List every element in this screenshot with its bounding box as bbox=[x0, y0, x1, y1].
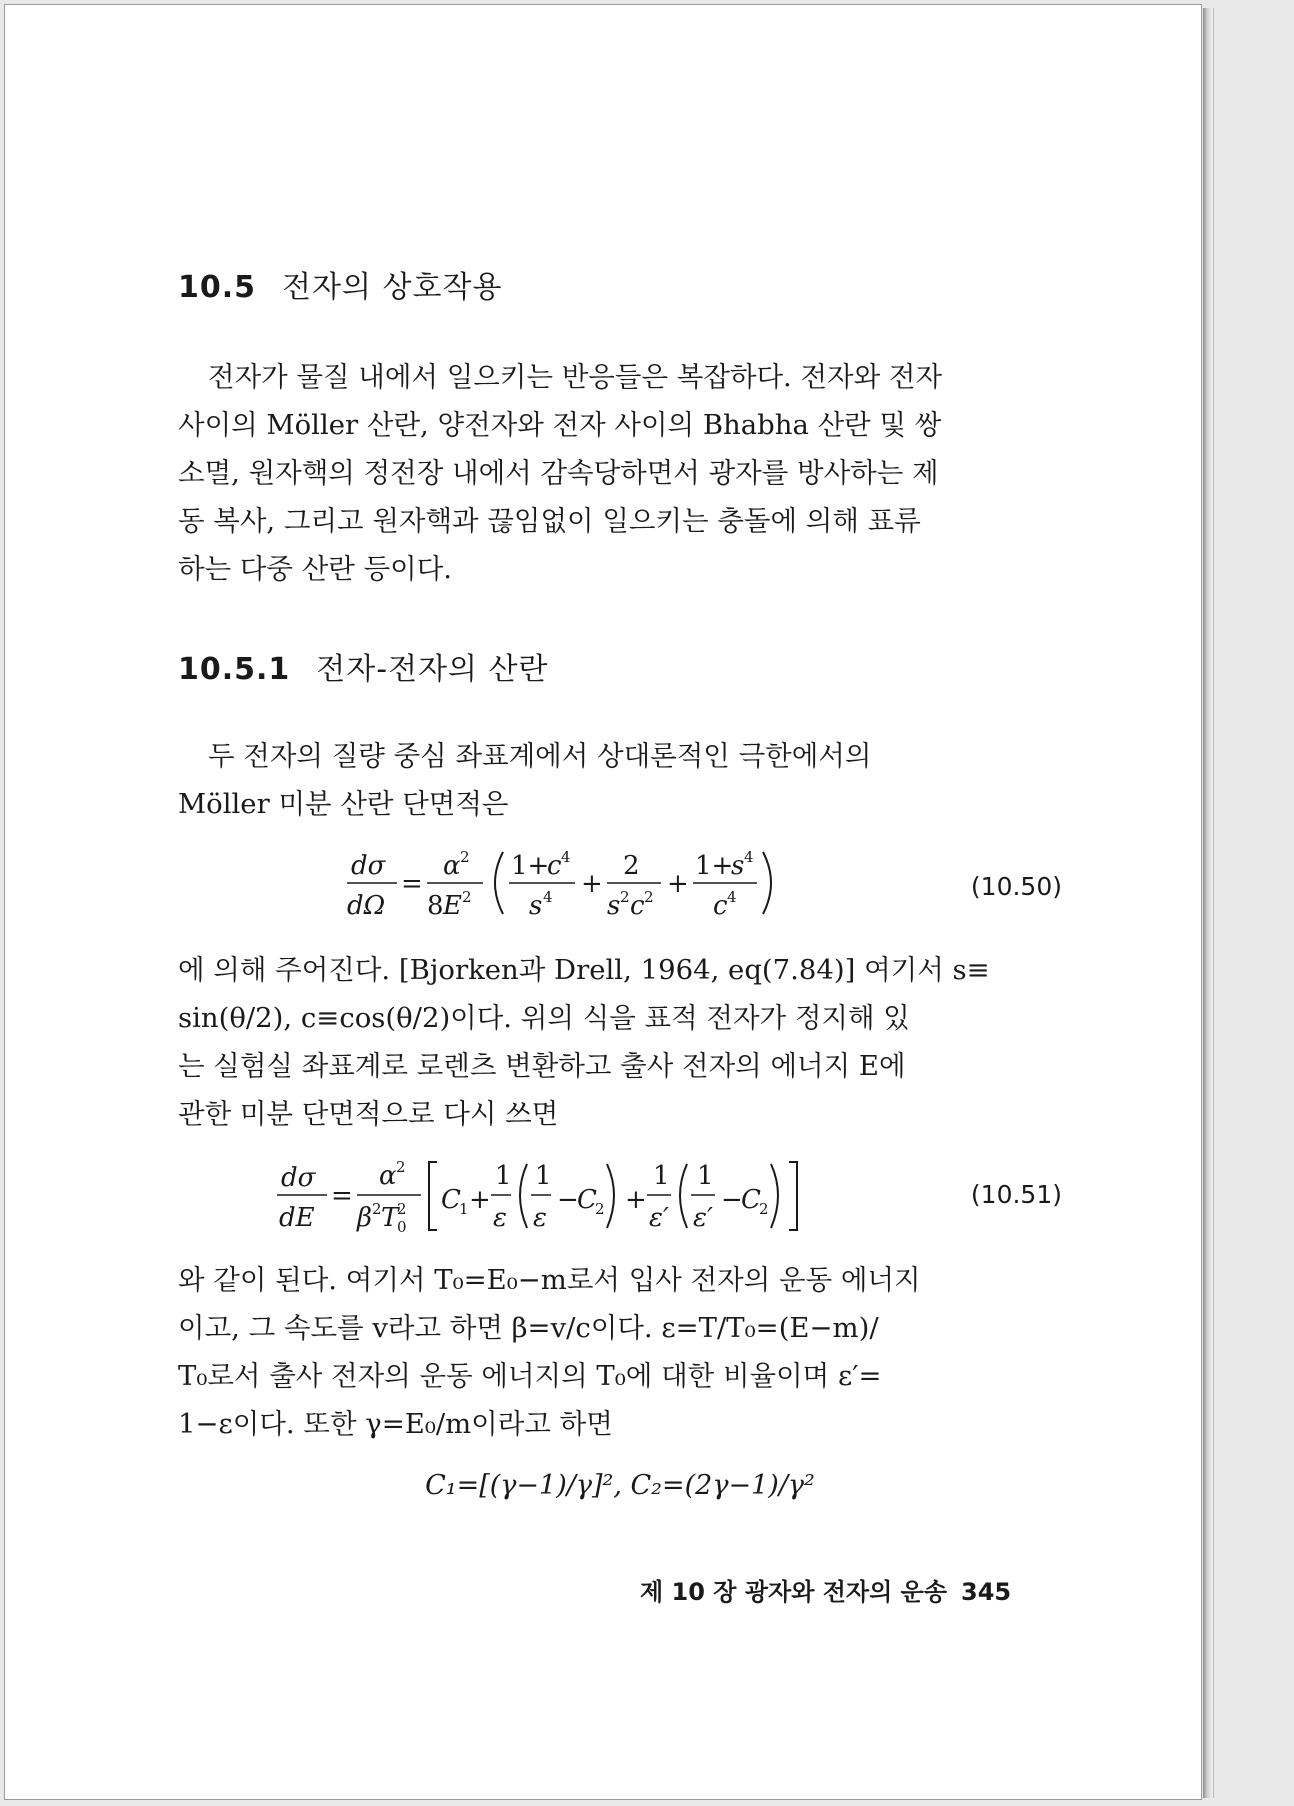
page-edge bbox=[1203, 8, 1214, 1798]
text-line: 는 실험실 좌표계로 로렌츠 변환하고 출사 전자의 에너지 E에 bbox=[178, 1050, 906, 1082]
subsection-heading bbox=[178, 644, 1062, 688]
text-line: 관한 미분 단면적으로 다시 쓰면 bbox=[178, 1098, 559, 1130]
subsection-paragraph-3 bbox=[178, 1256, 1062, 1448]
svg-text:dσ: dσ bbox=[281, 1163, 316, 1193]
svg-text:1: 1 bbox=[653, 1161, 670, 1191]
svg-text:2: 2 bbox=[372, 1200, 382, 1218]
svg-text:C: C bbox=[441, 1185, 461, 1215]
svg-text:s: s bbox=[529, 891, 543, 921]
text-line: 사이의 Möller 산란, 양전자와 전자 사이의 Bhabha 산란 및 쌍 bbox=[178, 409, 942, 441]
text-line: 1−ε이다. 또한 γ=E₀/m이라고 하면 bbox=[178, 1408, 613, 1440]
svg-text:α: α bbox=[379, 1161, 397, 1191]
svg-text:2: 2 bbox=[595, 1200, 605, 1218]
svg-text:s: s bbox=[607, 891, 621, 921]
equation-number: (10.50) bbox=[970, 872, 1062, 901]
text-line: 전자가 물질 내에서 일으키는 반응들은 복잡하다. 전자와 전자 bbox=[208, 361, 943, 393]
svg-text:−: − bbox=[557, 1185, 579, 1215]
svg-text:8: 8 bbox=[427, 891, 444, 921]
svg-text:ε′: ε′ bbox=[649, 1203, 669, 1233]
svg-text:C: C bbox=[577, 1185, 597, 1215]
equation-10-50 bbox=[178, 838, 1062, 928]
svg-text:1: 1 bbox=[535, 1161, 552, 1191]
svg-text:=: = bbox=[331, 1181, 353, 1211]
svg-text:E: E bbox=[443, 891, 462, 921]
svg-text:+: + bbox=[625, 1185, 647, 1215]
text-line: 에 의해 주어진다. [Bjorken과 Drell, 1964, eq(7.84)] 여기서 s≡ bbox=[178, 954, 990, 986]
svg-text:C: C bbox=[741, 1185, 761, 1215]
text-line: 와 같이 된다. 여기서 T₀=E₀−m로서 입사 전자의 운동 에너지 bbox=[178, 1264, 921, 1296]
text-line: sin(θ/2), c≡cos(θ/2)이다. 위의 식을 표적 전자가 정지해 있 bbox=[178, 1002, 910, 1034]
equation-number: (10.51) bbox=[970, 1180, 1062, 1209]
text-line: Möller 미분 산란 단면적은 bbox=[178, 788, 509, 820]
svg-text:c: c bbox=[713, 891, 728, 921]
svg-text:+: + bbox=[667, 869, 689, 899]
svg-text:c: c bbox=[547, 851, 562, 881]
svg-text:4: 4 bbox=[561, 848, 571, 866]
svg-text:4: 4 bbox=[744, 848, 754, 866]
page-footer bbox=[640, 1572, 1011, 1607]
svg-text:2: 2 bbox=[397, 1200, 407, 1218]
svg-text:1: 1 bbox=[495, 1161, 512, 1191]
subsection-title: 전자-전자의 산란 bbox=[316, 652, 549, 687]
text-line: 이고, 그 속도를 v라고 하면 β=v/c이다. ε=T/T₀=(E−m)/ bbox=[178, 1312, 879, 1344]
svg-text:2: 2 bbox=[396, 1158, 406, 1176]
svg-text:−: − bbox=[721, 1185, 743, 1215]
svg-text:ε′: ε′ bbox=[693, 1203, 713, 1233]
equation-10-51 bbox=[178, 1150, 1062, 1240]
svg-text:2: 2 bbox=[460, 848, 470, 866]
svg-text:ε: ε bbox=[533, 1203, 547, 1233]
subsection-intro bbox=[178, 732, 1062, 828]
svg-text:dΩ: dΩ bbox=[347, 891, 386, 921]
svg-text:+: + bbox=[581, 869, 603, 899]
svg-text:0: 0 bbox=[397, 1218, 407, 1236]
svg-text:β: β bbox=[357, 1203, 373, 1233]
svg-text:2: 2 bbox=[623, 851, 640, 881]
svg-text:+: + bbox=[469, 1185, 491, 1215]
svg-text:dE: dE bbox=[279, 1203, 315, 1233]
svg-text:1: 1 bbox=[697, 1161, 714, 1191]
text-line: 하는 다중 산란 등이다. bbox=[178, 553, 453, 585]
section-title: 전자의 상호작용 bbox=[282, 270, 503, 305]
page-number: 345 bbox=[961, 1578, 1012, 1606]
svg-text:s: s bbox=[731, 851, 745, 881]
text-line: 두 전자의 질량 중심 좌표계에서 상대론적인 극한에서의 bbox=[208, 740, 872, 772]
svg-text:2: 2 bbox=[644, 888, 654, 906]
svg-text:2: 2 bbox=[759, 1200, 769, 1218]
svg-text:α: α bbox=[443, 851, 461, 881]
c-definitions: C₁=[(γ−1)/γ]², C₂=(2γ−1)/γ² bbox=[425, 1470, 815, 1501]
svg-text:=: = bbox=[401, 869, 423, 899]
svg-text:1: 1 bbox=[459, 1200, 469, 1218]
svg-text:c: c bbox=[630, 891, 645, 921]
svg-text:2: 2 bbox=[620, 888, 630, 906]
section-number: 10.5 bbox=[178, 270, 257, 305]
text-line: 소멸, 원자핵의 정전장 내에서 감속당하면서 광자를 방사하는 제 bbox=[178, 457, 939, 489]
text-line: T₀로서 출사 전자의 운동 에너지의 T₀에 대한 비율이며 ε′= bbox=[178, 1360, 882, 1392]
subsection-paragraph-2 bbox=[178, 946, 1062, 1138]
svg-text:2: 2 bbox=[462, 888, 472, 906]
section-paragraph bbox=[178, 353, 1062, 593]
svg-text:T: T bbox=[381, 1203, 399, 1233]
svg-text:1+: 1+ bbox=[695, 851, 734, 881]
svg-text:4: 4 bbox=[543, 888, 553, 906]
chapter-title: 제 10 장 광자와 전자의 운송 bbox=[640, 1578, 948, 1606]
section-heading bbox=[178, 262, 1062, 306]
svg-text:ε: ε bbox=[493, 1203, 507, 1233]
text-line: 동 복사, 그리고 원자핵과 끊임없이 일으키는 충돌에 의해 표류 bbox=[178, 505, 921, 537]
equation-10-50-formula bbox=[343, 838, 843, 928]
svg-text:1+: 1+ bbox=[511, 851, 550, 881]
subsection-number: 10.5.1 bbox=[178, 652, 291, 687]
svg-text:dσ: dσ bbox=[351, 851, 386, 881]
equation-10-51-formula bbox=[273, 1150, 913, 1240]
svg-text:4: 4 bbox=[727, 888, 737, 906]
